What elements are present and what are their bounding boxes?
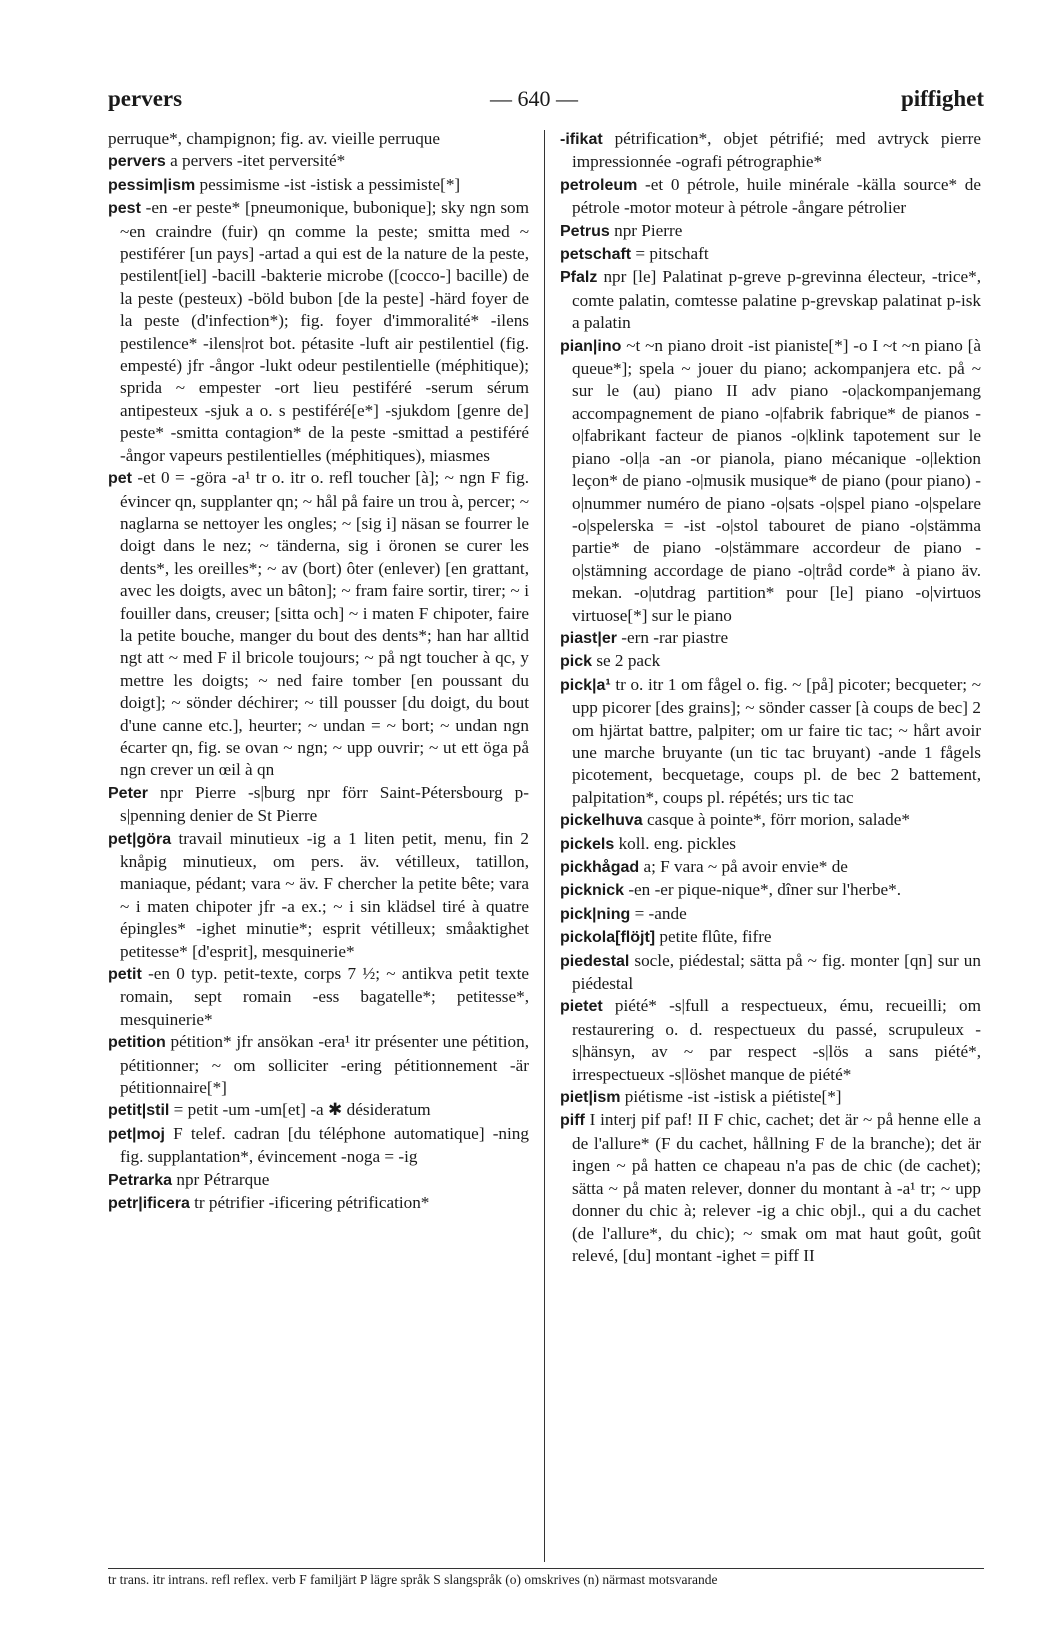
headword: pick|a¹ (560, 676, 611, 694)
headword: Pfalz (560, 269, 598, 287)
abbreviation-legend: tr trans. itr intrans. refl reflex. verb F familjärt P lägre språk S slangspråk (o) omskrives (n) närmast motsvarande (108, 1572, 718, 1587)
entry-text: piétisme -ist -istisk a piétiste[*] (620, 1087, 842, 1107)
dictionary-entry (560, 950, 981, 996)
dictionary-entry (108, 782, 529, 828)
headword: petit (108, 966, 142, 984)
headword: pick|ning (560, 905, 631, 923)
entry-text: = pitschaft (631, 244, 709, 264)
headword: pessim|ism (108, 176, 196, 194)
dictionary-entry (560, 809, 981, 832)
entry-text: ~t ~n piano droit -ist pianiste[*] -o I ~t ~n piano [à queue*]; spela ~ jouer du piano; ackompanjera etc. på ~ sur le (au) piano II adv piano -o|ackompanjemang accompagnement de piano -o|fabrik fabrique* de pianos -o|fabrikant facteur de pianos -o|klink tapotement sur le piano -ol|a -an -or pianola, piano mécanique -o|lektion leçon* de piano -o|musik musique* de piano (pour piano) -o|nummer numéro de piano -o|sats -o|spel piano -o|spelare -o|spelerska = -ist -o|stol tabouret de piano -o|stämma partie* de piano -o|stämmare accordeur de piano -o|stämning accordage de piano -o|tråd corde* à piano äv. mekan. -o|utdrag partition* pour [le] piano -o|virtuos virtuose[*] sur le piano (572, 335, 981, 625)
header-left-guide-word: pervers (108, 86, 183, 111)
dictionary-entry (108, 128, 529, 150)
entry-text: -en -er peste* [pneumonique, bubonique]; sky ngn som ~en craindre (fuir) qn comme la peste; smitta med ~ pestiférer [un pays] -artad a qui est de la nature de la peste, pestilent[iel] -bacill -bakterie microbe ([cocco-] bacille) de la peste (pesteux) -böld bubon [de la peste] -härd foyer de la peste (d'infection*); fig. foyer d'immoralité* -ilens pestilence* -ilens|rot bot. pétasite -luft air pestilentiel (fig. empesté) jfr -ångor -lukt odeur pestilentielle (méphitique); sprida ~ empester -ort lieu pestiféré -serum sérum antipesteux -sjuk a o. s pestiféré[e*] -sjukdom [genre de] peste* -smitta contagion* de la peste -smittad a pestiféré -ångor vapeurs pestilentielles (méphitiques), miasmes (120, 198, 529, 465)
dictionary-entry (108, 1123, 529, 1169)
entry-text: = petit -um -um[et] -a ✱ désideratum (169, 1100, 431, 1120)
dictionary-entry (560, 879, 981, 902)
entry-text: piété* -s|full a respectueux, ému, recueilli; om restaurering o. d. respectueux du passé, scrupuleux -s|hänsyn, av ~ par respect -s|lös a sans piété*, irrespectueux -s|löshet manque de piété* (572, 996, 981, 1084)
entry-text: socle, piédestal; sätta på ~ fig. monter [qn] sur un piédestal (572, 950, 981, 994)
headword: Peter (108, 784, 149, 802)
entry-text: a; F vara ~ på avoir envie* de (639, 857, 848, 876)
dictionary-entry (108, 150, 529, 173)
headword: pickhågad (560, 859, 640, 876)
dictionary-entry (560, 833, 981, 856)
dictionary-entry (560, 1109, 981, 1267)
dictionary-entry (560, 220, 981, 243)
dictionary-entry (108, 1169, 529, 1192)
headword: piast|er (560, 629, 617, 647)
page-header (108, 86, 984, 120)
headword: pick (560, 653, 593, 671)
headword: petroleum (560, 176, 638, 194)
header-right-guide-word: piffighet (900, 86, 984, 111)
dictionary-entry (560, 995, 981, 1086)
headword: pickels (560, 835, 615, 853)
entry-text: npr Pétrarque (172, 1169, 270, 1189)
entry-text: pessimisme -ist -istisk a pessimiste[*] (195, 174, 461, 194)
headword: Petrarka (108, 1171, 173, 1189)
entry-text: F telef. cadran [du téléphone automatique] -ning fig. supplantation*, évincement -noga = -ig (120, 1123, 529, 1167)
footer-rule (108, 1568, 984, 1569)
headword: petition (108, 1034, 166, 1052)
headword: pian|ino (560, 337, 622, 355)
headword: Petrus (560, 222, 610, 240)
headword: petschaft (560, 246, 632, 264)
entry-text: = -ande (630, 903, 687, 923)
headword: pet|moj (108, 1125, 165, 1143)
headword: piet|ism (560, 1089, 621, 1107)
dictionary-entry (560, 335, 981, 627)
entry-text: I interj pif paf! II F chic, cachet; det är ~ på henne elle a de l'allure* (F du cachet, hållning F de la branche); det är ingen ~ på hatten ce chapeau n'a pas de chic (de cachet); sätta ~ på maten relever, donner du montant à -a¹ tr; ~ upp donner du chic à; relever -ig a chic objl., qui a du cachet (de l'allure*, du chic); ~ smak om mat haut goût, goût relevé, [du] montant -ighet = piff II (572, 1110, 981, 1265)
entry-text: casque à pointe*, förr morion, salade* (642, 810, 910, 830)
dictionary-entry (560, 856, 981, 879)
column-divider (544, 130, 545, 1562)
dictionary-entry (560, 674, 981, 809)
entry-text: npr Pierre -s|burg npr förr Saint-Pétersbourg p-s|penning denier de St Pierre (120, 782, 529, 826)
dictionary-entry (108, 828, 529, 963)
entry-text: -en -er pique-nique*, dîner sur l'herbe*. (624, 880, 902, 900)
entry-text: npr [le] Palatinat p-greve p-grevinna électeur, -trice*, comte palatin, comtesse palatine p-grevskap palatinat p-isk a palatin (572, 267, 981, 333)
dictionary-entry (560, 1086, 981, 1109)
left-column (108, 128, 529, 1510)
dictionary-entry (560, 650, 981, 673)
headword: pest (108, 200, 141, 218)
headword: petit|stil (108, 1102, 170, 1120)
dictionary-entry (560, 128, 981, 174)
entry-text: a pervers -itet perversité* (165, 151, 346, 171)
dictionary-entry (560, 627, 981, 650)
entry-text: tr o. itr 1 om fågel o. fig. ~ [på] picoter; becqueter; ~ upp picorer [des grains]; ~ sönder casser [à coups de bec] 2 om hjärtat battre, palpiter; om ur faire tic tac; ~ hårt avoir une marche bruyante (un tic tac bruyant) -ande 1 fågels picotement, becquetage, coups pl. de bec 2 battement, palpitation*, coups pl. répétés; urs tic tac (572, 674, 981, 807)
dictionary-entry (108, 467, 529, 782)
entry-text: -et 0 = -göra -a¹ tr o. itr o. refl toucher [à]; ~ ngn F fig. évincer qn, supplanter qn; ~ hål på faire un trou à, percer; ~ naglarna se nettoyer les ongles; ~ [sig i] näsan se fourrer le doigt dans le nez; ~ tänderna, sig i öronen se curer les dents*, les oreilles*; ~ av (bort) ôter (enlever) [en grattant, avec les doigts, avec un bâton]; ~ fram faire sortir, tirer; ~ i fouiller dans, creuser; [sitta och] ~ i maten F chipoter, faire la petite bouche, manger du bout des dents*; han har alltid ngt att ~ med F il bricole toujours; ~ på ngt toucher à qc, y mettre les doigts; ~ ned faire tomber [en poussant du doigt]; ~ sönder déchirer; ~ till pousser [du doigt, du bout d'une canne etc.], heurter; ~ undan = ~ bort; ~ undan ngn écarter qn, fig. se ovan ~ ngn; ~ upp ouvrir; ~ ut ett öga på ngn crever un œil à qn (120, 468, 529, 780)
entry-text: se 2 pack (592, 651, 661, 671)
headword: petr|ificera (108, 1195, 190, 1213)
entry-text: petite flûte, fifre (655, 927, 772, 947)
headword: piff (560, 1112, 585, 1130)
headword: -ifikat (560, 131, 603, 148)
dictionary-entry (560, 174, 981, 220)
dictionary-entry (560, 266, 981, 334)
entry-text: pétrification*, objet pétrifié; med avtryck pierre impressionnée -ografi pétrographie* (572, 129, 981, 172)
entry-text: pétition* jfr ansökan -era¹ itr présenter une pétition, pétitionner; ~ om solliciter -ering pétitionnement -är pétitionnaire[*] (120, 1032, 529, 1098)
headword: pervers (108, 153, 166, 171)
entry-text: -et 0 pétrole, huile minérale -källa source* de pétrole -motor moteur à pétrole -ångare pétrolier (572, 174, 981, 218)
entry-text: -ern -rar piastre (616, 627, 729, 647)
right-column (560, 128, 981, 1510)
dictionary-entry (108, 963, 529, 1031)
dictionary-entry (560, 243, 981, 266)
page-number: — 640 — (490, 86, 578, 111)
entry-text: tr pétrifier -ificering pétrification* (189, 1193, 430, 1213)
dictionary-entry (108, 174, 529, 197)
entry-text: perruque*, champignon; fig. av. vieille perruque (108, 129, 441, 148)
dictionary-entry (560, 903, 981, 926)
headword: pet|göra (108, 830, 172, 848)
entry-text: travail minutieux -ig a 1 liten petit, menu, fin 2 knåpig minutieux, om pers. äv. vétilleux, tatillon, maniaque, pédant; vara ~ äv. F chercher la petite bête; vara ~ i maten chipoter jfr -a ex.; ~ i sin klädsel tiré à quatre épingles* -ighet minutie*; esprit vétilleux; småaktighet petitesse* [d'esprit], mesquinerie* (120, 828, 529, 961)
dictionary-entry (108, 1192, 529, 1215)
entry-text: koll. eng. pickles (614, 833, 736, 853)
headword: picknick (560, 882, 625, 900)
entry-text: -en 0 typ. petit-texte, corps 7 ½; ~ antikva petit texte romain, sept romain -ess bagatelle*; petitesse*, mesquinerie* (120, 964, 529, 1029)
headword: pickelhuva (560, 812, 643, 830)
headword: piedestal (560, 952, 630, 970)
headword: pietet (560, 998, 603, 1016)
dictionary-entry (108, 1031, 529, 1099)
dictionary-entry (560, 926, 981, 949)
headword: pet (108, 470, 132, 488)
headword: pickola[flöjt] (560, 929, 656, 947)
dictionary-entry (108, 197, 529, 467)
dictionary-entry (108, 1099, 529, 1122)
entry-text: npr Pierre (609, 220, 683, 240)
